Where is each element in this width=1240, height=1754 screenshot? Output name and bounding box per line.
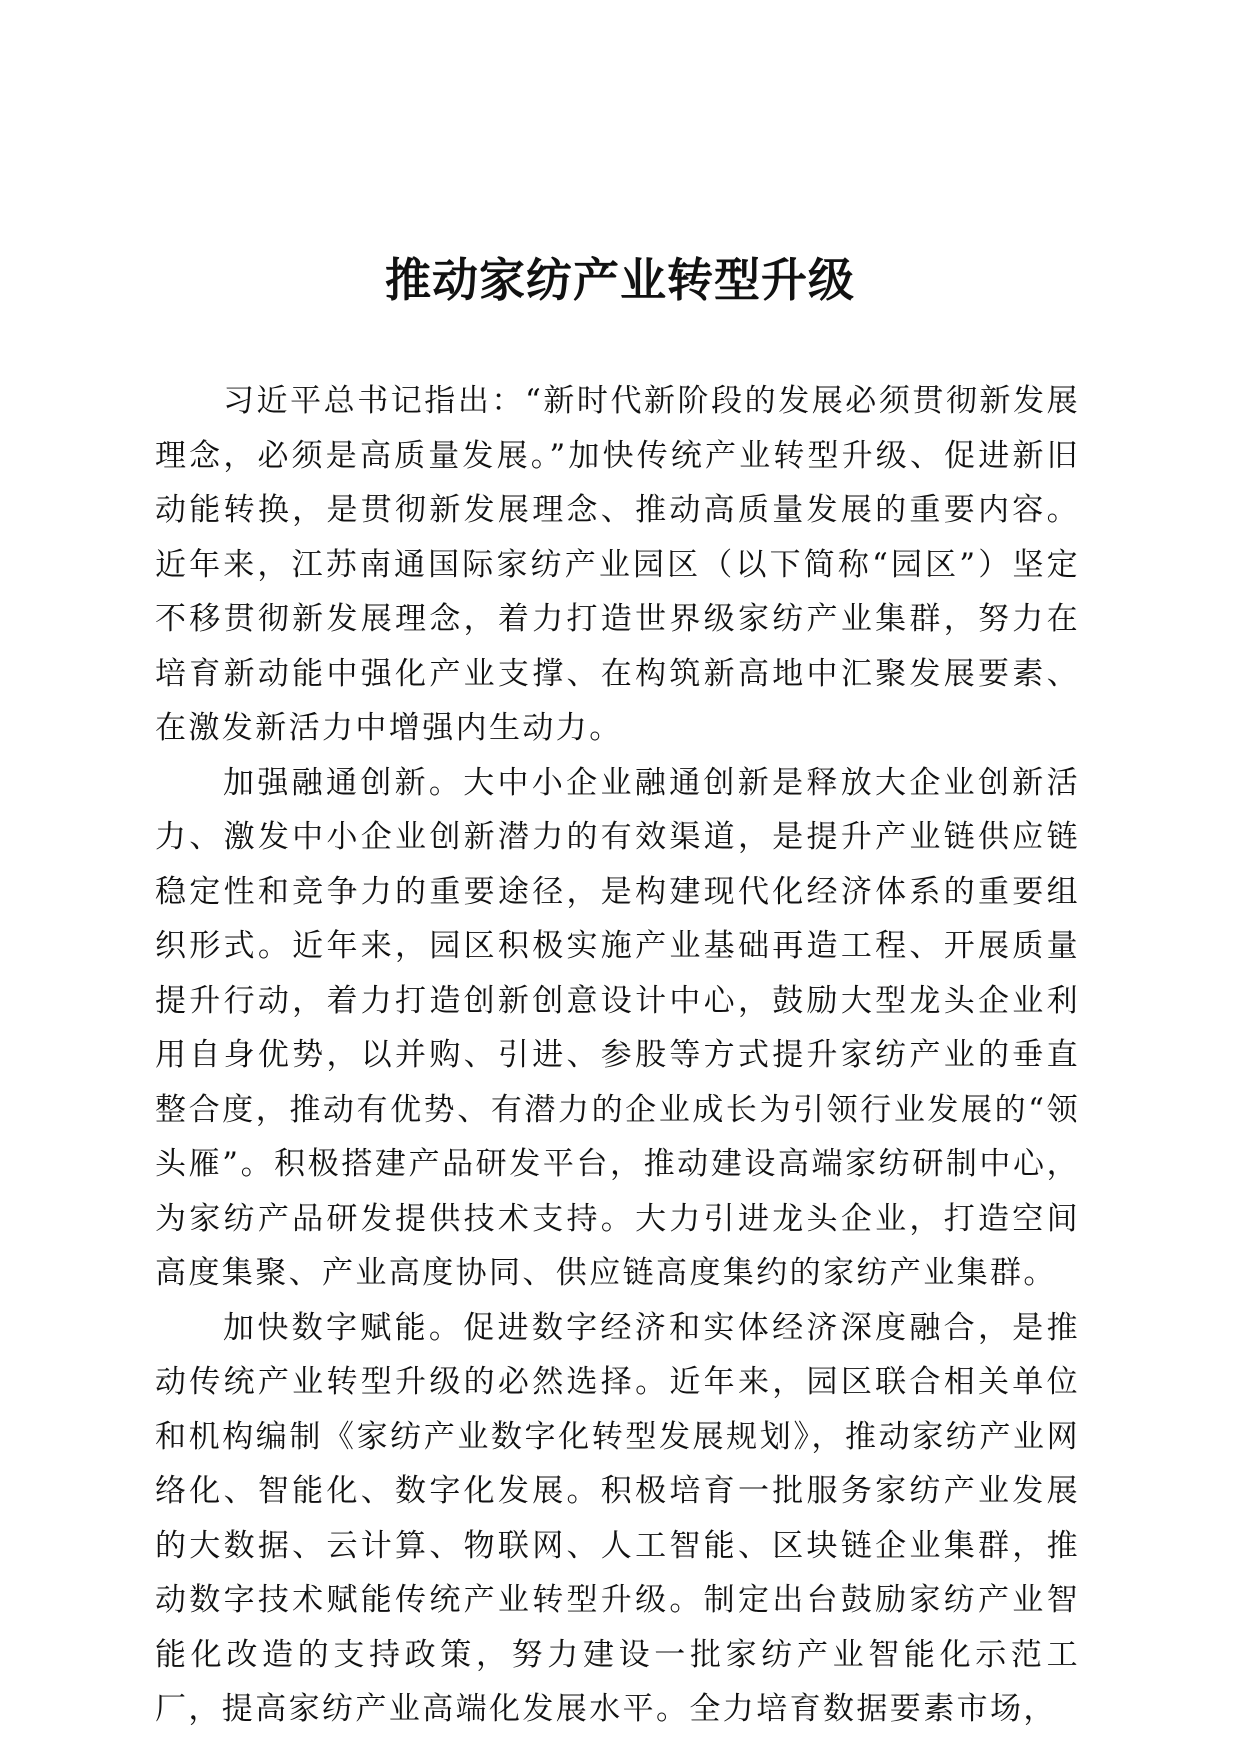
paragraph-digital: 加快数字赋能。促进数字经济和实体经济深度融合，是推动传统产业转型升级的必然选择。近年来，园区联合相关单位和机构编制《家纺产业数字化转型发展规划》，推动家纺产业网络化、智能化、数字化发展。积极培育一批服务家纺产业发展的大数据、云计算、物联网、人工智能、区块链企业集群，推动数字技术赋能传统产业转型升级。制定出台鼓励家纺产业智能化改造的支持政策，努力建设一批家纺产业智能化示范工厂，提高家纺产业高端化发展水平。全力培育数据要素市场， (155, 1309, 1080, 1727)
paragraph-intro: 习近平总书记指出：“新时代新阶段的发展必须贯彻新发展理念，必须是高质量发展。”加快传统产业转型升级、促进新旧动能转换，是贯彻新发展理念、推动高质量发展的重要内容。近年来，江苏南通国际家纺产业园区（以下简称“园区”）坚定不移贯彻新发展理念，着力打造世界级家纺产业集群，努力在培育新动能中强化产业支撑、在构筑新高地中汇聚发展要素、在激发新活力中增强内生动力。 (155, 383, 1080, 746)
document-title: 推动家纺产业转型升级 (385, 253, 855, 307)
paragraph-innovation: 加强融通创新。大中小企业融通创新是释放大企业创新活力、激发中小企业创新潜力的有效渠道，是提升产业链供应链稳定性和竞争力的重要途径，是构建现代化经济体系的重要组织形式。近年来，园区积极实施产业基础再造工程、开展质量提升行动，着力打造创新创意设计中心，鼓励大型龙头企业利用自身优势，以并购、引进、参股等方式提升家纺产业的垂直整合度，推动有优势、有潜力的企业成长为引领行业发展的“领头雁”。积极搭建产品研发平台，推动建设高端家纺研制中心，为家纺产品研发提供技术支持。大力引进龙头企业，打造空间高度集聚、产业高度协同、供应链高度集约的家纺产业集群。 (155, 764, 1080, 1291)
document-body (155, 374, 1080, 1737)
